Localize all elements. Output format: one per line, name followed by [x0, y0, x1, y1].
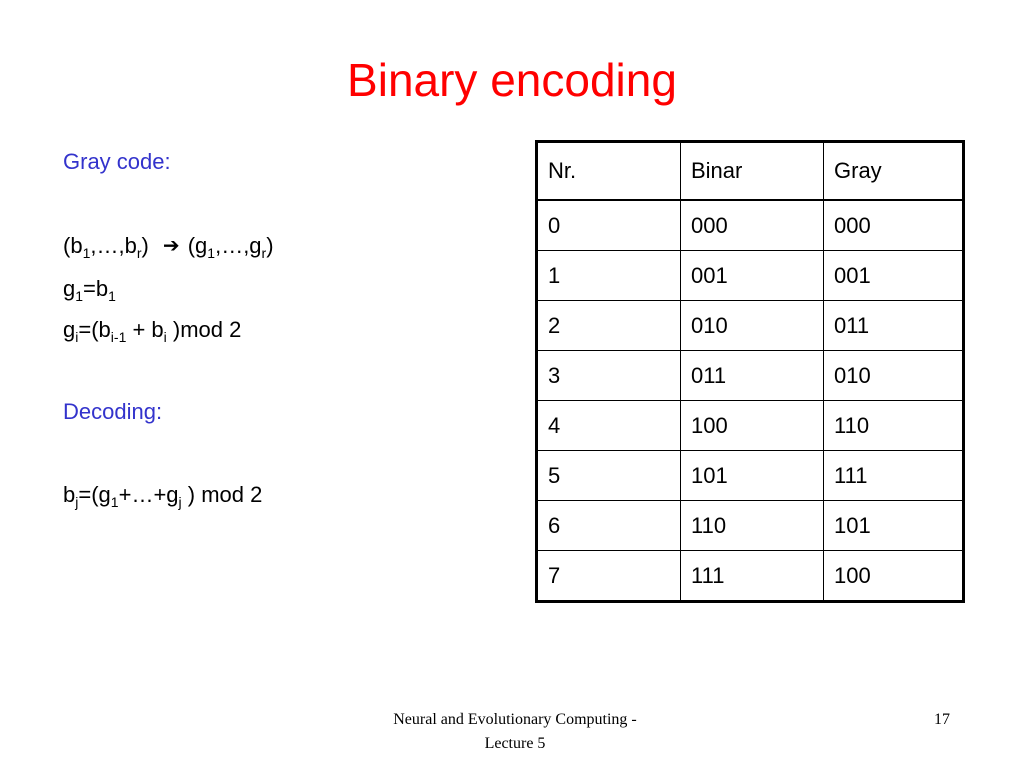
decoding-formula: $b_j=(g_1+\dots+g_j$ ) mod 2	[63, 482, 263, 510]
table-cell-nr: 3	[537, 351, 681, 401]
column-header-gray: Gray	[824, 142, 964, 201]
table-cell-nr: 1	[537, 251, 681, 301]
footer-course-title: Neural and Evolutionary Computing -	[393, 711, 637, 728]
table-cell-gray: 001	[824, 251, 964, 301]
table-row	[537, 251, 964, 301]
table-cell-nr: 0	[537, 200, 681, 251]
table-cell-nr: 2	[537, 301, 681, 351]
table-cell-gray: 110	[824, 401, 964, 451]
footer-lecture-label: Lecture 5	[484, 735, 546, 752]
table-row	[537, 200, 964, 251]
table-cell-binar: 010	[681, 301, 824, 351]
table-row	[537, 351, 964, 401]
table-cell-gray: 100	[824, 551, 964, 602]
table-cell-binar: 111	[681, 551, 824, 602]
slide-title: Binary encoding	[347, 54, 677, 106]
table-cell-binar: 100	[681, 401, 824, 451]
table-cell-binar: 001	[681, 251, 824, 301]
table-cell-binar: 101	[681, 451, 824, 501]
decoding-heading: Decoding:	[63, 399, 163, 424]
table-cell-nr: 4	[537, 401, 681, 451]
table-cell-gray: 111	[824, 451, 964, 501]
table-cell-nr: 7	[537, 551, 681, 602]
table-cell-gray: 010	[824, 351, 964, 401]
table-cell-binar: 011	[681, 351, 824, 401]
table-row	[537, 551, 964, 602]
column-header-nr: Nr.	[537, 142, 681, 201]
table-cell-gray: 000	[824, 200, 964, 251]
slide-footer	[340, 708, 690, 756]
table-cell-nr: 6	[537, 501, 681, 551]
table-cell-nr: 5	[537, 451, 681, 501]
gray-mapping-formula: $(b_1,\dots,b_r)$ ➔ $(g_1,\dots,g_r)$	[63, 233, 274, 261]
table-cell-binar: 000	[681, 200, 824, 251]
column-header-binar: Binar	[681, 142, 824, 201]
page-number: 17	[934, 711, 950, 728]
gray-rule-first-bit: $g_1=b_1$	[63, 276, 116, 304]
table-cell-gray: 101	[824, 501, 964, 551]
table-cell-binar: 110	[681, 501, 824, 551]
gray-code-heading: Gray code:	[63, 149, 171, 174]
right-arrow-icon: ➔	[162, 235, 180, 257]
gray-rule-general-bit: $g_i=(b_{i-1} + b_i$ )mod 2	[63, 317, 242, 345]
table-row	[537, 401, 964, 451]
gray-code-table	[535, 140, 965, 603]
table-header-row	[537, 142, 964, 201]
table-cell-gray: 011	[824, 301, 964, 351]
table-row	[537, 501, 964, 551]
table-row	[537, 301, 964, 351]
table-row	[537, 451, 964, 501]
